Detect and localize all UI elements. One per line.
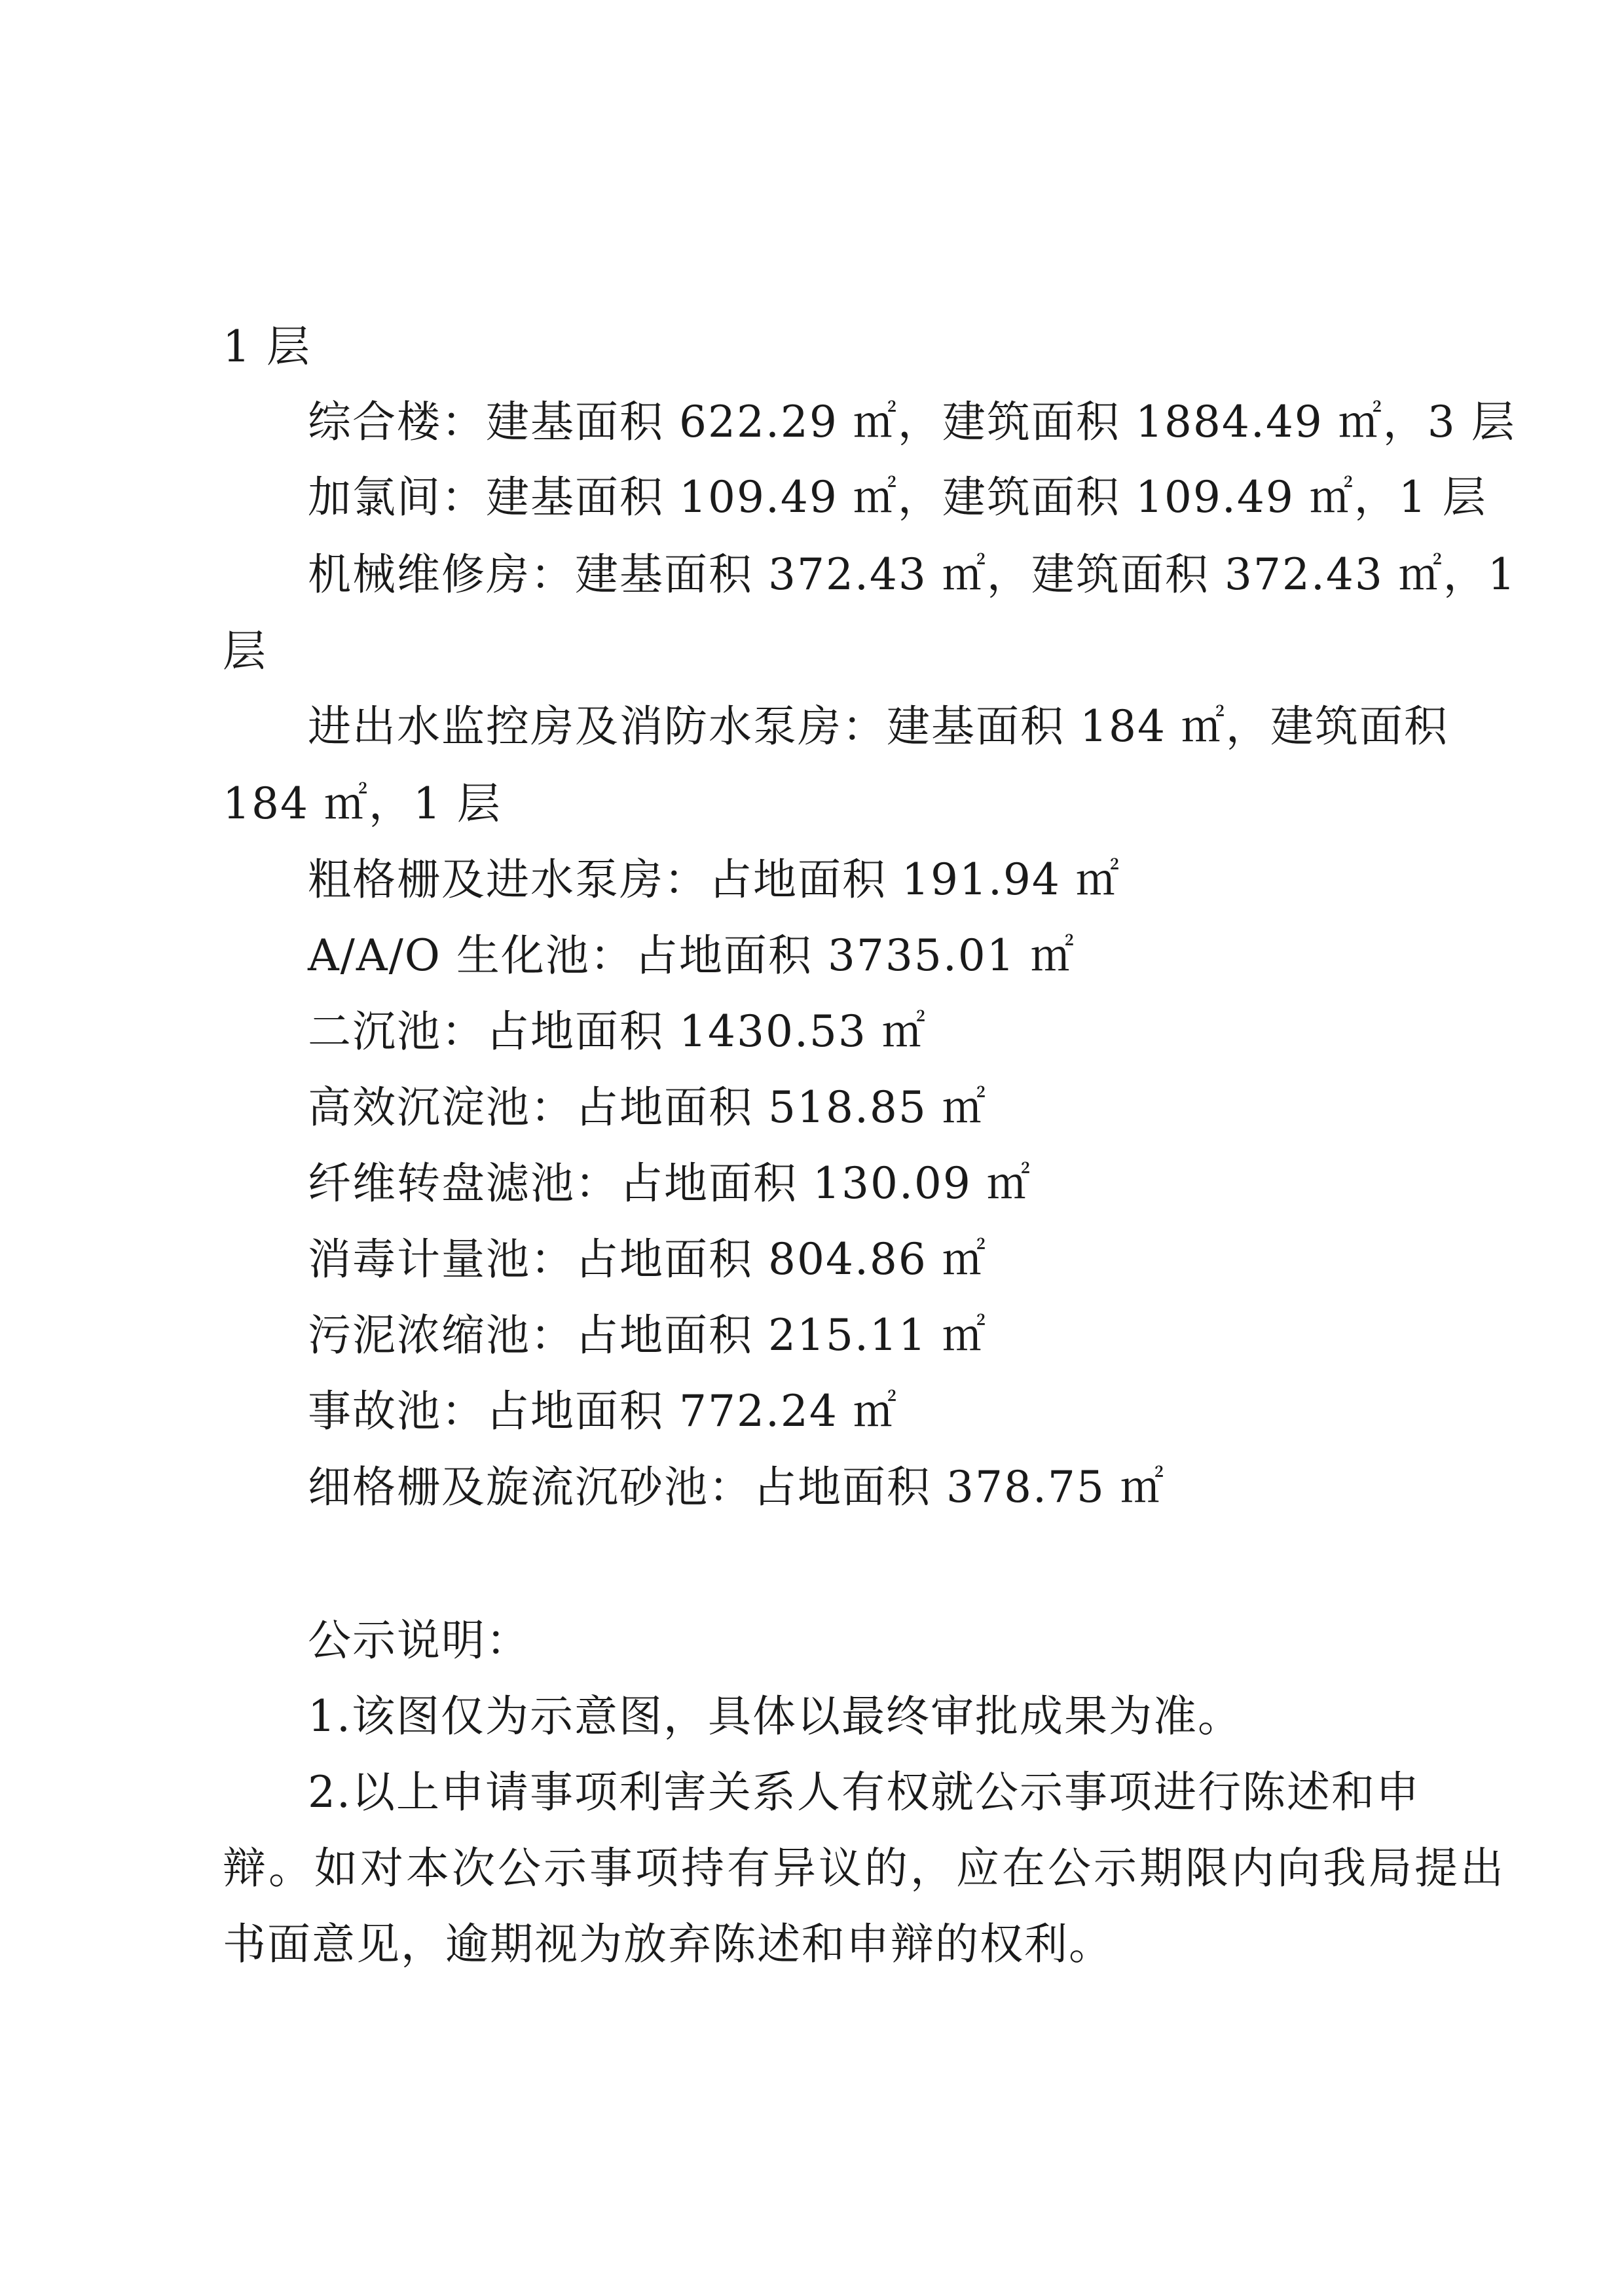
text-line-floor-continuation: 1 层 (223, 321, 311, 372)
text-line-monitoring-area-wrap: 184 ㎡，1 层 (223, 778, 502, 829)
text-line-high-efficiency-sedimentation: 高效沉淀池：占地面积 518.85 ㎡ (308, 1082, 987, 1133)
notice-item-1: 1.该图仅为示意图，具体以最终审批成果为准。 (308, 1691, 1242, 1741)
text-line-fiber-disc-filter: 纤维转盘滤池：占地面积 130.09 ㎡ (308, 1158, 1031, 1209)
text-line-monitoring-pump-room: 进出水监控房及消防水泵房：建基面积 184 ㎡，建筑面积 (308, 701, 1449, 752)
text-line-coarse-grid: 粗格栅及进水泵房：占地面积 191.94 ㎡ (308, 854, 1120, 905)
text-line-disinfection-tank: 消毒计量池：占地面积 804.86 ㎡ (308, 1234, 987, 1285)
text-line-complex-building: 综合楼：建基面积 622.29 ㎡，建筑面积 1884.49 ㎡，3 层 (308, 397, 1516, 447)
text-line-sludge-thickener: 污泥浓缩池：占地面积 215.11 ㎡ (308, 1310, 987, 1360)
text-line-maintenance-room: 机械维修房：建基面积 372.43 ㎡，建筑面积 372.43 ㎡，1 (308, 549, 1517, 600)
text-line-aao-tank: A/A/O 生化池：占地面积 3735.01 ㎡ (308, 930, 1075, 981)
text-line-fine-grid-grit-chamber: 细格栅及旋流沉砂池：占地面积 378.75 ㎡ (308, 1462, 1165, 1512)
text-line-floor-wrap: 层 (223, 626, 267, 676)
text-line-chlorination-room: 加氯间：建基面积 109.49 ㎡，建筑面积 109.49 ㎡，1 层 (308, 472, 1487, 522)
text-line-secondary-clarifier: 二沉池：占地面积 1430.53 ㎡ (308, 1006, 927, 1057)
notice-item-2-line-3: 书面意见，逾期视为放弃陈述和申辩的权利。 (223, 1919, 1113, 1969)
notice-heading: 公示说明： (308, 1615, 530, 1666)
notice-item-2-line-1: 2.以上申请事项利害关系人有权就公示事项进行陈述和申 (308, 1767, 1420, 1817)
text-line-accident-pool: 事故池：占地面积 772.24 ㎡ (308, 1386, 898, 1436)
notice-item-2-line-2: 辩。如对本次公示事项持有异议的，应在公示期限内向我局提出 (223, 1843, 1506, 1893)
